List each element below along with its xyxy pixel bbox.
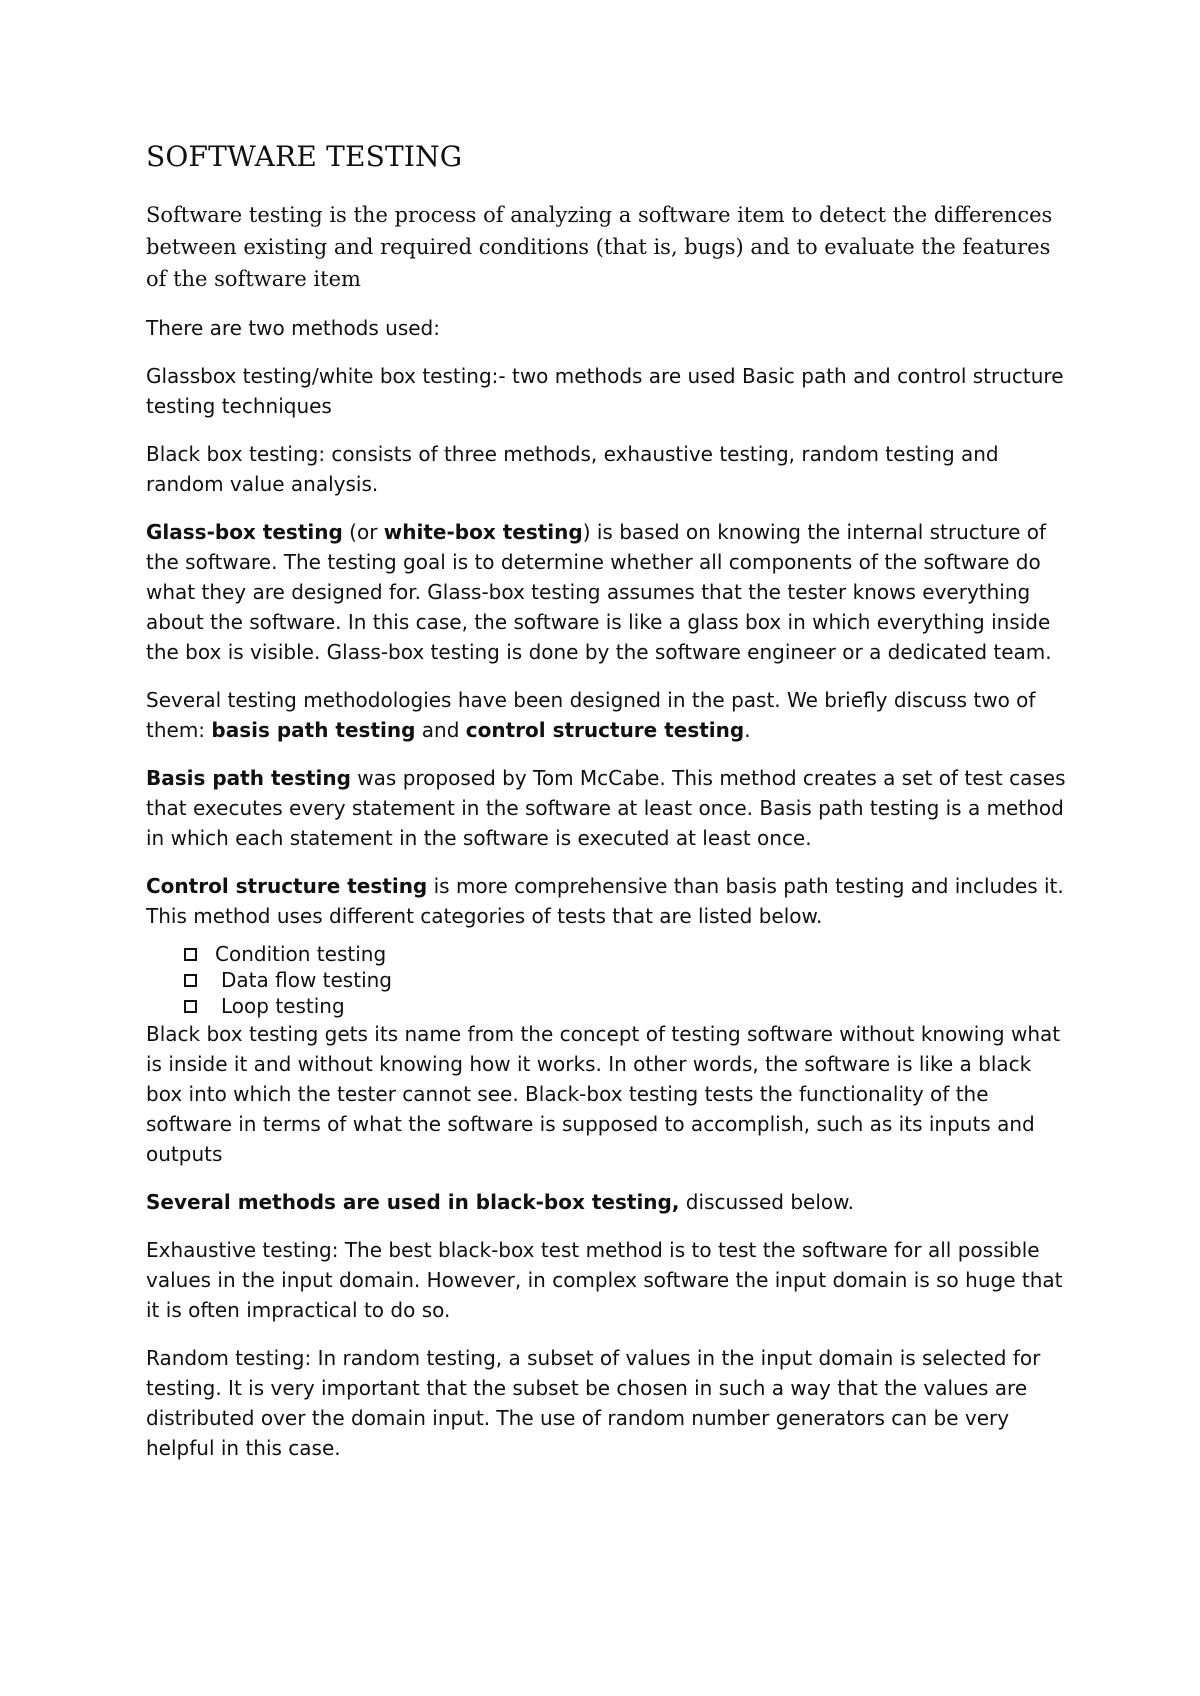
document-page xyxy=(146,140,1066,1481)
page-title: SOFTWARE TESTING xyxy=(146,140,463,173)
test-categories-list xyxy=(184,941,1066,1019)
blackbox-paragraph: Black box testing gets its name from the concept of testing software without knowing what is inside it and without knowing how it works. In other words, the software is like a black box into which the tester cannot see. Black-box testing tests the functionality of the software in terms of what the software is supposed to accomplish, such as its inputs and outputs xyxy=(146,1022,1061,1166)
checkbox-bullet-icon xyxy=(184,1000,197,1013)
checkbox-bullet-icon xyxy=(184,974,197,987)
list-item: Data flow testing xyxy=(184,967,1066,993)
list-item: Condition testing xyxy=(184,941,1066,967)
basis-path-paragraph: Basis path testing was proposed by Tom McCabe. This method creates a set of test cases that executes every statement in the software at least once. Basis path testing is a method in which each statement in the software is executed at least once. xyxy=(146,766,1066,850)
methodologies-paragraph: Several testing methodologies have been designed in the past. We briefly discuss two of them: basis path testing and control structure testing. xyxy=(146,688,1036,742)
glassbox-paragraph: Glass-box testing (or white-box testing) is based on knowing the internal structure of the software. The testing goal is to determine whether all components of the software do what they are designed for. Glass-box testing assumes that the tester knows everything about the software. In this case, the software is like a glass box in which everything inside the box is visible. Glass-box testing is done by the software engineer or a dedicated team. xyxy=(146,520,1052,664)
blackbox-summary: Black box testing: consists of three methods, exhaustive testing, random testing and random value analysis. xyxy=(146,442,999,496)
checkbox-bullet-icon xyxy=(184,948,197,961)
control-structure-term: control structure testing xyxy=(465,718,745,742)
list-item: Loop testing xyxy=(184,993,1066,1019)
exhaustive-testing-paragraph: Exhaustive testing: The best black-box test method is to test the software for all possible values in the input domain. However, in complex software the input domain is so huge that it is often impractical to do so. xyxy=(146,1238,1063,1322)
glassbox-summary: Glassbox testing/white box testing:- two methods are used Basic path and control structure testing techniques xyxy=(146,364,1064,418)
control-structure-paragraph: Control structure testing is more comprehensive than basis path testing and includes it. This method uses different categories of tests that are listed below. xyxy=(146,874,1064,928)
random-testing-paragraph: Random testing: In random testing, a subset of values in the input domain is selected for testing. It is very important that the subset be chosen in such a way that the values are distributed over the domain input. The use of random number generators can be very helpful in this case. xyxy=(146,1346,1041,1460)
intro-paragraph: Software testing is the process of analyzing a software item to detect the differences between existing and required conditions (that is, bugs) and to evaluate the features of the software item xyxy=(146,203,1053,291)
glassbox-term: Glass-box testing xyxy=(146,520,343,544)
methods-intro: There are two methods used: xyxy=(146,316,440,340)
basis-path-term: basis path testing xyxy=(211,718,416,742)
whitebox-term: white-box testing xyxy=(383,520,583,544)
blackbox-methods-heading: Several methods are used in black-box testing, discussed below. xyxy=(146,1190,855,1214)
